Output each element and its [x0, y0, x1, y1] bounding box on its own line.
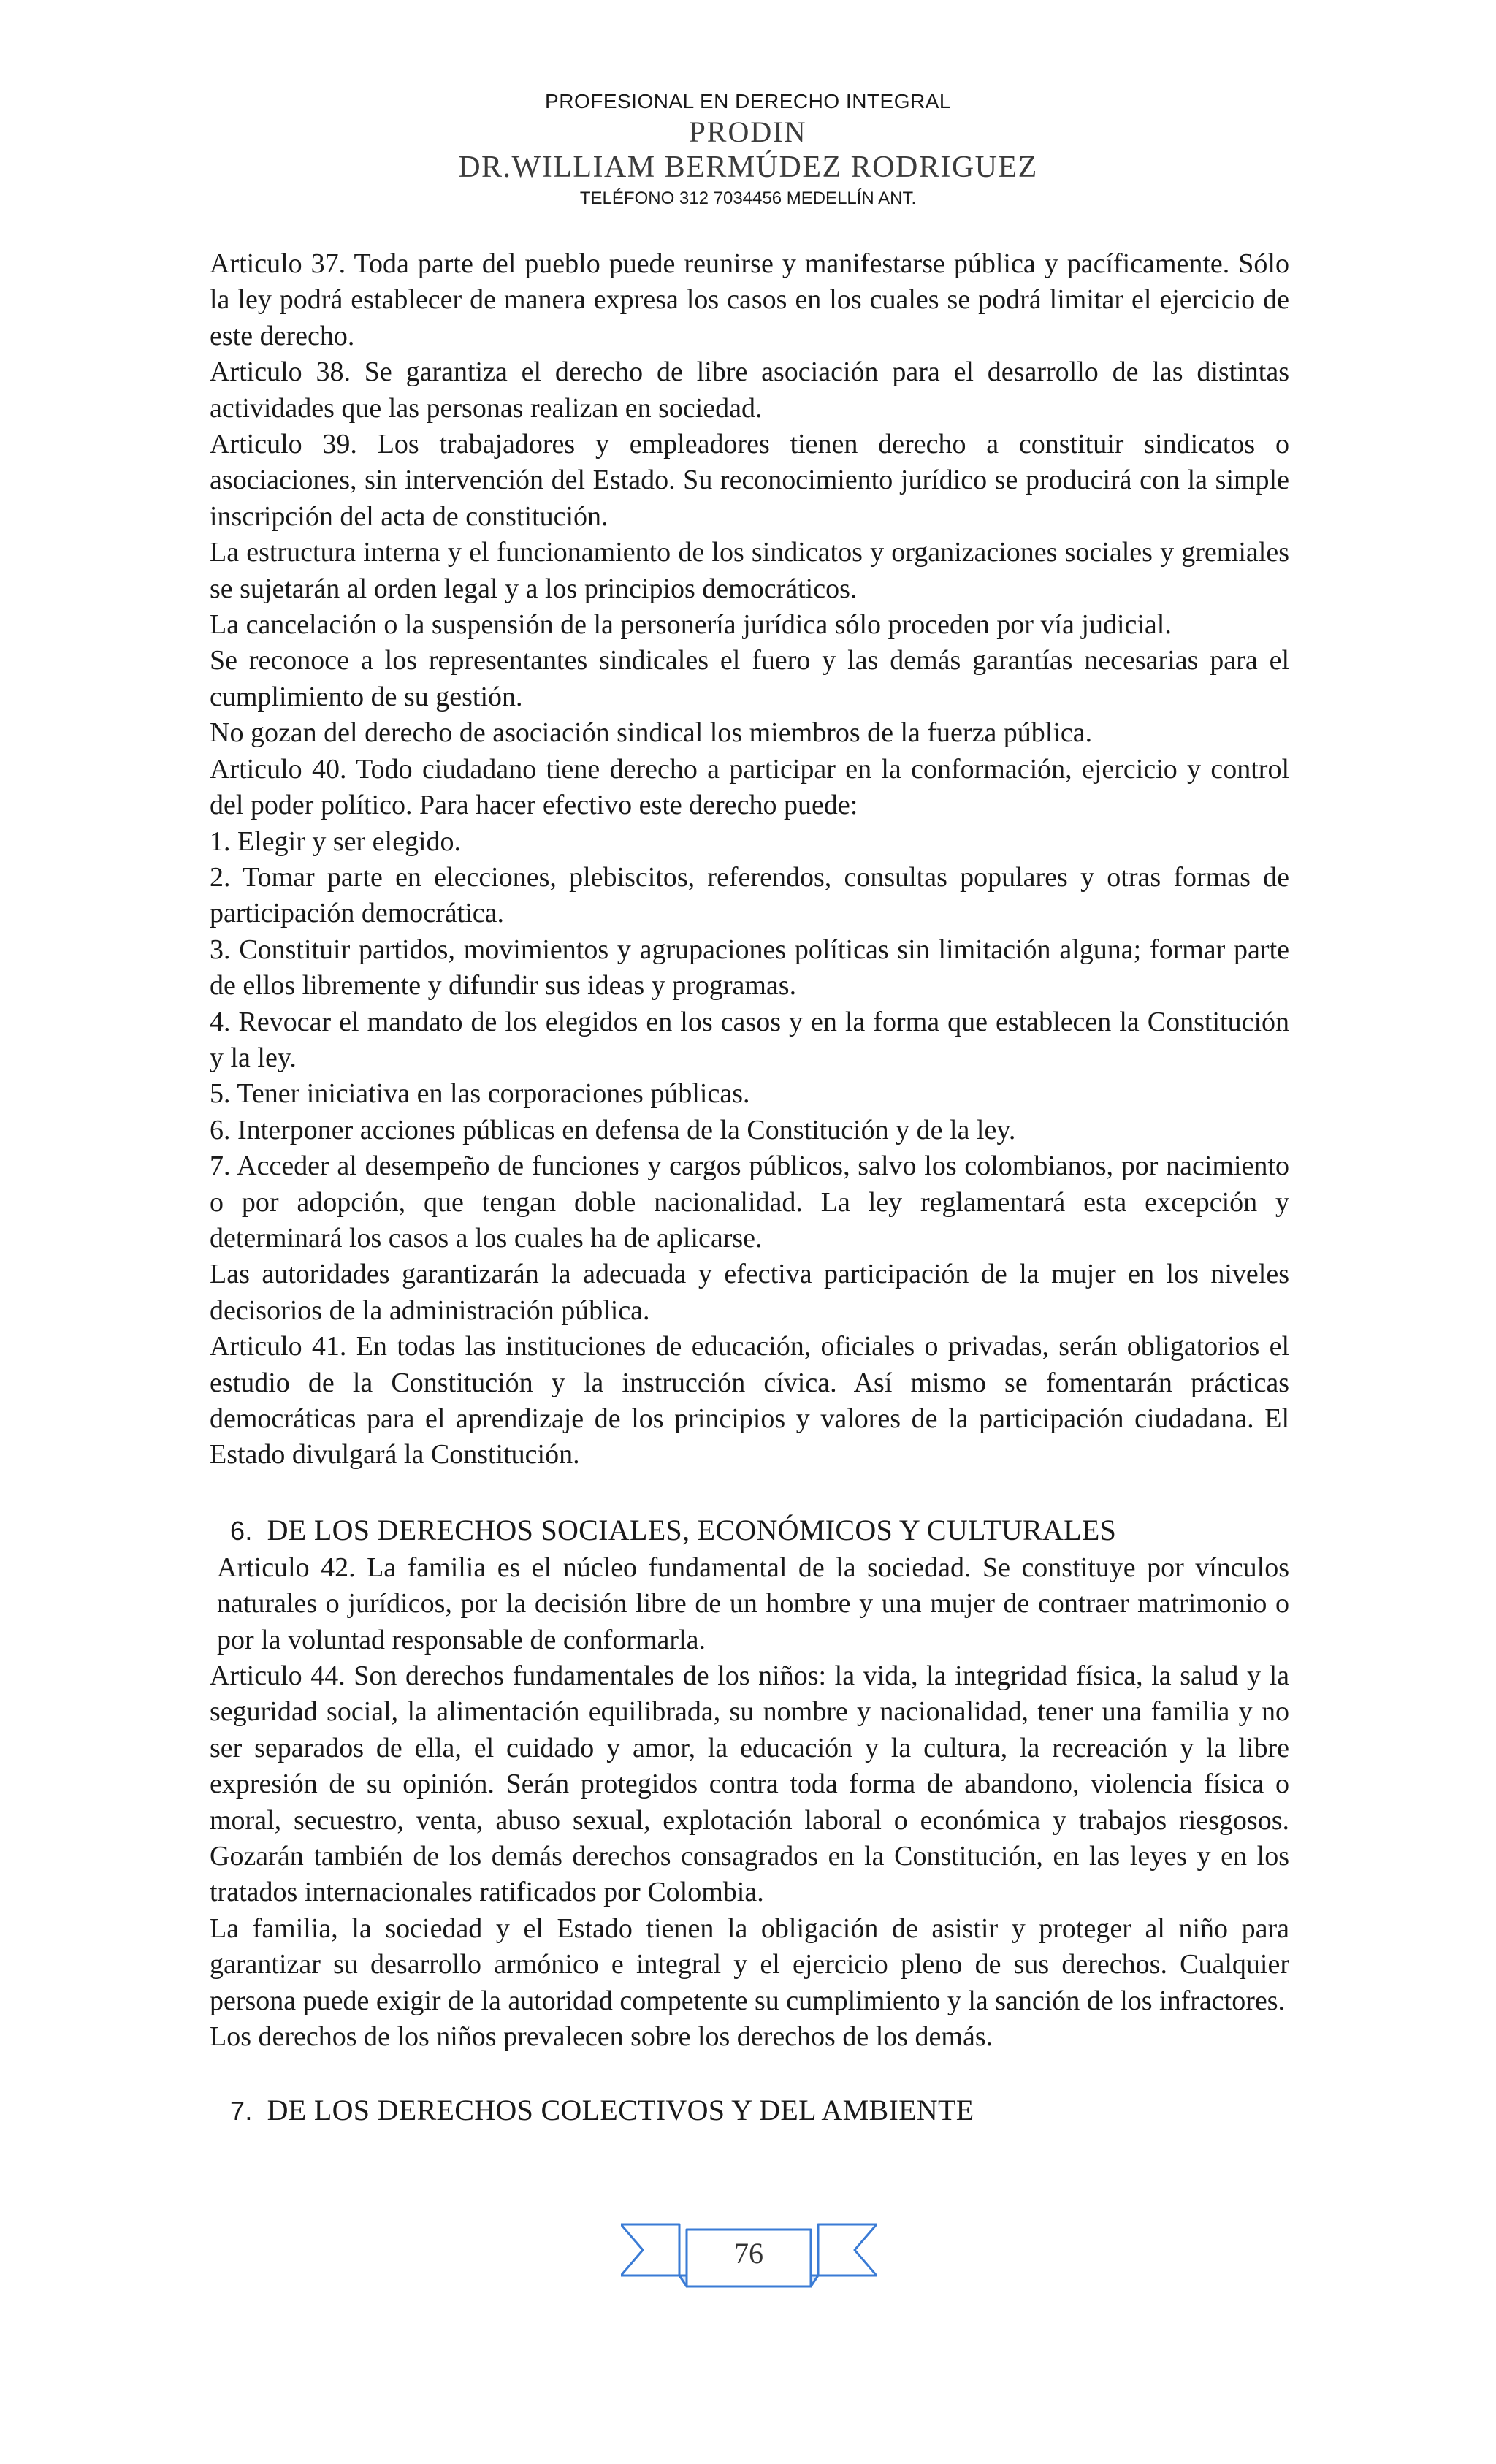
section-title: DE LOS DERECHOS SOCIALES, ECONÓMICOS Y CULTURALES — [267, 1513, 1117, 1546]
header-contact: TELÉFONO 312 7034456 MEDELLÍN ANT. — [579, 188, 917, 208]
paragraph: Los derechos de los niños prevalecen sobre los derechos de los demás. — [210, 2021, 993, 2053]
section-heading-6 — [210, 1511, 1289, 1550]
section-number: 7. — [230, 2095, 253, 2126]
header-brand: PRODIN — [689, 115, 807, 148]
paragraph: La familia, la sociedad y el Estado tienen la obligación de asistir y proteger al niño para garantizar su desarrollo armónico e integral y el ejercicio pleno de sus derechos. Cualquier persona puede exigir de la autoridad competente su cumplimiento y la sanción de los infractores. — [210, 1912, 1289, 2016]
paragraph: Articulo 40. Todo ciudadano tiene derecho a participar en la conformación, ejercicio y control del poder político. Para hacer efectivo este derecho puede: — [210, 753, 1289, 821]
list-item: 6. Interponer acciones públicas en defensa de la Constitución y de la ley. — [210, 1114, 1016, 1145]
paragraph: Articulo 44. Son derechos fundamentales de los niños: la vida, la integridad física, la salud y la seguridad social, la alimentación equilibrada, su nombre y nacionalidad, tener una familia y no ser separados de ella, el cuidado y amor, la educación y la cultura, la recreación y la libre expresión de su opinión. Serán protegidos contra toda forma de abandono, violencia física o moral, secuestro, venta, abuso sexual, explotación laboral o económica y trabajos riesgosos. Gozarán también de los demás derechos consagrados en la Constitución, en las leyes y en los tratados internacionales ratificados por Colombia. — [210, 1660, 1289, 1908]
document-body — [210, 246, 1289, 2130]
paragraph: La cancelación o la suspensión de la personería jurídica sólo proceden por vía judicial. — [210, 609, 1172, 641]
list-item: 5. Tener iniciativa en las corporaciones públicas. — [210, 1078, 750, 1110]
page-number: 76 — [734, 2237, 763, 2270]
paragraph: Articulo 42. La familia es el núcleo fundamental de la sociedad. Se constituye por vínculos naturales o jurídicos, por la decisión libre de un hombre y una mujer de contraer matrimonio o por la voluntad responsable de conformarla. — [217, 1552, 1289, 1655]
list-item: 4. Revocar el mandato de los elegidos en los casos y en la forma que establecen la Constitución y la ley. — [210, 1006, 1289, 1073]
paragraph: Las autoridades garantizarán la adecuada y efectiva participación de la mujer en los niveles decisorios de la administración pública. — [210, 1259, 1289, 1326]
list-item: 1. Elegir y ser elegido. — [210, 825, 462, 857]
paragraph: Articulo 41. En todas las instituciones de educación, oficiales o privadas, serán obligatorios el estudio de la Constitución y la instrucción cívica. Así mismo se fomentarán prácticas democráticas para el aprendizaje de los principios y valores de la participación ciudadana. El Estado divulgará la Constitución. — [210, 1331, 1289, 1471]
paragraph: Se reconoce a los representantes sindicales el fuero y las demás garantías necesarias para el cumplimiento de su gestión. — [210, 645, 1289, 712]
paragraph: Articulo 37. Toda parte del pueblo puede reunirse y manifestarse pública y pacíficamente. Sólo la ley podrá establecer de manera expresa los casos en los cuales se podrá limitar el ejercicio de este derecho. — [210, 248, 1289, 351]
paragraph: No gozan del derecho de asociación sindical los miembros de la fuerza pública. — [210, 717, 1093, 749]
header-author: DR.WILLIAM BERMÚDEZ RODRIGUEZ — [458, 150, 1038, 184]
list-item: 3. Constituir partidos, movimientos y agrupaciones políticas sin limitación alguna; formar parte de ellos libremente y difundir sus ideas y programas. — [210, 934, 1289, 1002]
page-header — [0, 88, 1496, 212]
page-footer — [621, 2213, 877, 2294]
list-item: 2. Tomar parte en elecciones, plebiscitos, referendos, consultas populares y otras formas de participación democrática. — [210, 861, 1289, 929]
list-item: 7. Acceder al desempeño de funciones y cargos públicos, salvo los colombianos, por nacimiento o por adopción, que tengan doble nacionalidad. La ley reglamentará esta excepción y determinará los casos a los cuales ha de aplicarse. — [210, 1151, 1289, 1254]
section-number: 6. — [230, 1515, 253, 1546]
paragraph: Articulo 38. Se garantiza el derecho de libre asociación para el desarrollo de las distintas actividades que las personas realizan en sociedad. — [210, 356, 1289, 424]
paragraph: Articulo 39. Los trabajadores y empleadores tienen derecho a constituir sindicatos o asociaciones, sin intervención del Estado. Su reconocimiento jurídico se producirá con la simple inscripción del acta de constitución. — [210, 429, 1289, 532]
section-title: DE LOS DERECHOS COLECTIVOS Y DEL AMBIENTE — [267, 2093, 974, 2127]
paragraph: La estructura interna y el funcionamiento de los sindicatos y organizaciones sociales y gremiales se sujetarán al orden legal y a los principios democráticos. — [210, 537, 1289, 604]
header-profession: PROFESIONAL EN DERECHO INTEGRAL — [545, 90, 951, 112]
section-heading-7 — [210, 2091, 1289, 2130]
